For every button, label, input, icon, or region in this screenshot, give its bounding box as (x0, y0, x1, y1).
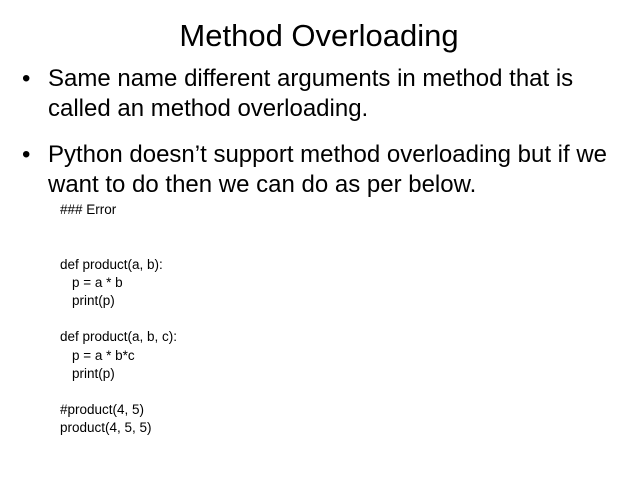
bullet-list (0, 64, 638, 216)
bullet-text: Same name different arguments in method that is called an method overloading. (48, 65, 574, 122)
slide-title: Method Overloading (179, 18, 459, 53)
code-line (60, 237, 460, 255)
code-line: p = a * b (72, 274, 123, 290)
code-line: ### Error (60, 202, 117, 217)
code-line (60, 310, 460, 328)
code-line: print(p) (72, 292, 115, 308)
bullet-point-icon: • (22, 65, 31, 92)
code-line: def product(a, b): (60, 256, 163, 272)
bullet-item (0, 64, 608, 124)
code-block (60, 201, 460, 437)
bullet-point-icon: • (22, 141, 31, 168)
code-line (60, 219, 460, 237)
code-line (60, 383, 460, 401)
code-line: print(p) (72, 365, 115, 381)
bullet-text: Python doesn’t support method overloading but if we want to do then we can do as per below. (48, 141, 608, 198)
code-line: def product(a, b, c): (60, 329, 178, 345)
code-line: #product(4, 5) (60, 402, 145, 418)
code-line: p = a * b*c (72, 347, 135, 363)
bullet-item (0, 140, 608, 200)
code-line: product(4, 5, 5) (60, 420, 152, 436)
